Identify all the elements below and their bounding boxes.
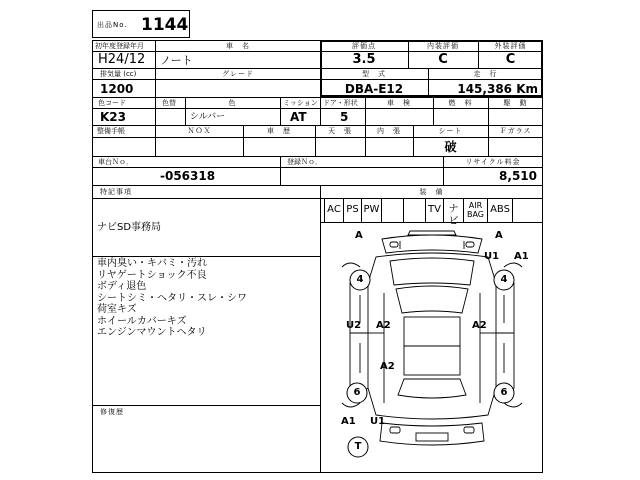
equipment-label-text [404, 199, 425, 204]
equipment-label-text: ナビ [448, 204, 459, 227]
color-label: 色 [228, 99, 237, 107]
equipment-label-text: PS [346, 204, 359, 215]
row-divider [92, 167, 543, 168]
interior-value: C [438, 52, 448, 67]
repair-label: 修復歴 [100, 408, 124, 416]
doors-value: 5 [340, 110, 349, 124]
color-system-label: 色替 [162, 99, 176, 107]
seat-label: シート [438, 127, 463, 135]
damage-front-left: A [355, 230, 363, 241]
equipment-label-text: AC [327, 204, 341, 215]
equipment-label-text: PW [363, 204, 380, 215]
interior-label: 内装評価 [427, 42, 459, 50]
equipment-label: 装 備 [419, 188, 444, 196]
remarks-divider [92, 256, 320, 257]
equipment-cell [464, 199, 488, 222]
lot-box [92, 10, 190, 38]
damage-center-a2: A2 [380, 361, 395, 372]
equipment-cell [426, 199, 444, 222]
row-divider [92, 108, 543, 109]
lot-label: 出品No. [97, 21, 128, 29]
recycle-value: 8,510 [499, 169, 537, 183]
equipment-label-text [382, 199, 403, 204]
damage-right-a1: A1 [514, 251, 529, 262]
car-name-value: ノート [160, 54, 193, 67]
interior-cover-status: 破 [444, 140, 457, 154]
glass-label: Ｆガラス [499, 127, 532, 135]
grade-label: グレード [222, 70, 254, 78]
chassis-label: 車台Ｎｏ． [98, 158, 133, 166]
col-divider [280, 156, 281, 185]
damage-rear-a1: A1 [341, 416, 356, 427]
col-divider [320, 97, 321, 125]
remarks-list [97, 258, 317, 339]
remark-line: ホイールカバーキズ [97, 315, 187, 327]
interior-cover-label: 内 張 [377, 127, 401, 135]
mileage-label: 走 行 [473, 70, 498, 78]
equipment-cell [324, 199, 344, 222]
damage-left-a2: A2 [376, 320, 391, 331]
score-value: 3.5 [352, 52, 376, 67]
model-value: DBA-E12 [344, 82, 404, 96]
mileage-value: 145,386 Km [457, 82, 538, 96]
tire-fl-label: 4 [356, 274, 364, 285]
chassis-value: -056318 [160, 169, 216, 183]
row-divider [92, 97, 543, 98]
remark-line: リヤゲートショック不良 [97, 269, 207, 281]
row-divider [92, 137, 543, 138]
remark-line: 荷室キズ [97, 304, 137, 315]
row-divider [92, 156, 543, 157]
sunroof-label: 天 張 [328, 127, 352, 135]
equipment-cell [404, 199, 426, 222]
col-divider [280, 97, 281, 125]
equipment-label-text: TV [428, 204, 441, 215]
reg-year-label: 初年度登録年月 [95, 42, 144, 50]
score-label: 評価点 [352, 42, 376, 50]
maintenance-label: 整備手帳 [97, 127, 125, 135]
equipment-label-text: AIR BAG [466, 201, 485, 219]
damage-right-a2: A2 [472, 320, 487, 331]
remarks-label: 特記事項 [100, 188, 132, 196]
remark-line: 車内臭い・キバミ・汚れ [97, 258, 207, 269]
color-value: シルバー [190, 112, 226, 122]
equipment-cell [344, 199, 362, 222]
damage-left-u2: U2 [346, 320, 362, 331]
tire-t-label: T [354, 441, 362, 452]
nox-label: ＮＯＸ [187, 127, 212, 135]
inspection-label: 車 検 [387, 99, 411, 107]
damage-right-u1: U1 [484, 251, 500, 262]
tire-rr-label: 6 [500, 387, 508, 398]
car-diagram [320, 223, 543, 473]
drive-label: 駆 動 [503, 99, 528, 107]
reg-year-value: H24/12 [98, 52, 146, 67]
col-divider [155, 97, 156, 125]
equipment-cell [382, 199, 404, 222]
equipment-cell [488, 199, 513, 222]
fuel-label: 燃 料 [448, 99, 473, 107]
equipment-label-text: ABS [490, 204, 510, 215]
remark-line: エンジンマウントヘタリ [97, 327, 207, 338]
registration-label: 登録Ｎｏ． [287, 158, 322, 166]
doors-label: ドア・形状 [323, 99, 358, 107]
tire-rl-label: 6 [353, 387, 361, 398]
recycle-label: リサイクル料金 [465, 158, 521, 166]
equipment-cell [444, 199, 464, 227]
lot-number: 1144 [141, 15, 189, 35]
equipment-row [320, 199, 543, 227]
car-name-label: 車 名 [226, 42, 250, 50]
repair-divider [92, 405, 320, 406]
remark-line: ボディ退色 [97, 281, 147, 292]
tire-fr-label: 4 [500, 274, 508, 285]
row-divider [92, 185, 543, 186]
model-label: 型 式 [362, 70, 386, 78]
displacement-value: 1200 [100, 82, 134, 96]
remark-line: シートシミ・ヘタリ・スレ・シワ [97, 292, 247, 304]
damage-rear-u1: U1 [370, 416, 386, 427]
row-divider [92, 125, 543, 126]
color-code-label: 色コード [98, 99, 126, 107]
color-code-value: K23 [100, 110, 126, 124]
exterior-value: C [505, 52, 516, 67]
remarks-top: ナビSD事務局 [97, 222, 162, 233]
exterior-label: 外装評価 [494, 42, 527, 50]
displacement-label: 排気量 (cc) [100, 70, 137, 78]
transmission-value: AT [290, 110, 307, 124]
equipment-cell [362, 199, 382, 222]
history-label: 車 歴 [267, 127, 291, 135]
transmission-label: ミッション [283, 99, 318, 107]
damage-front-right: A [495, 230, 503, 241]
